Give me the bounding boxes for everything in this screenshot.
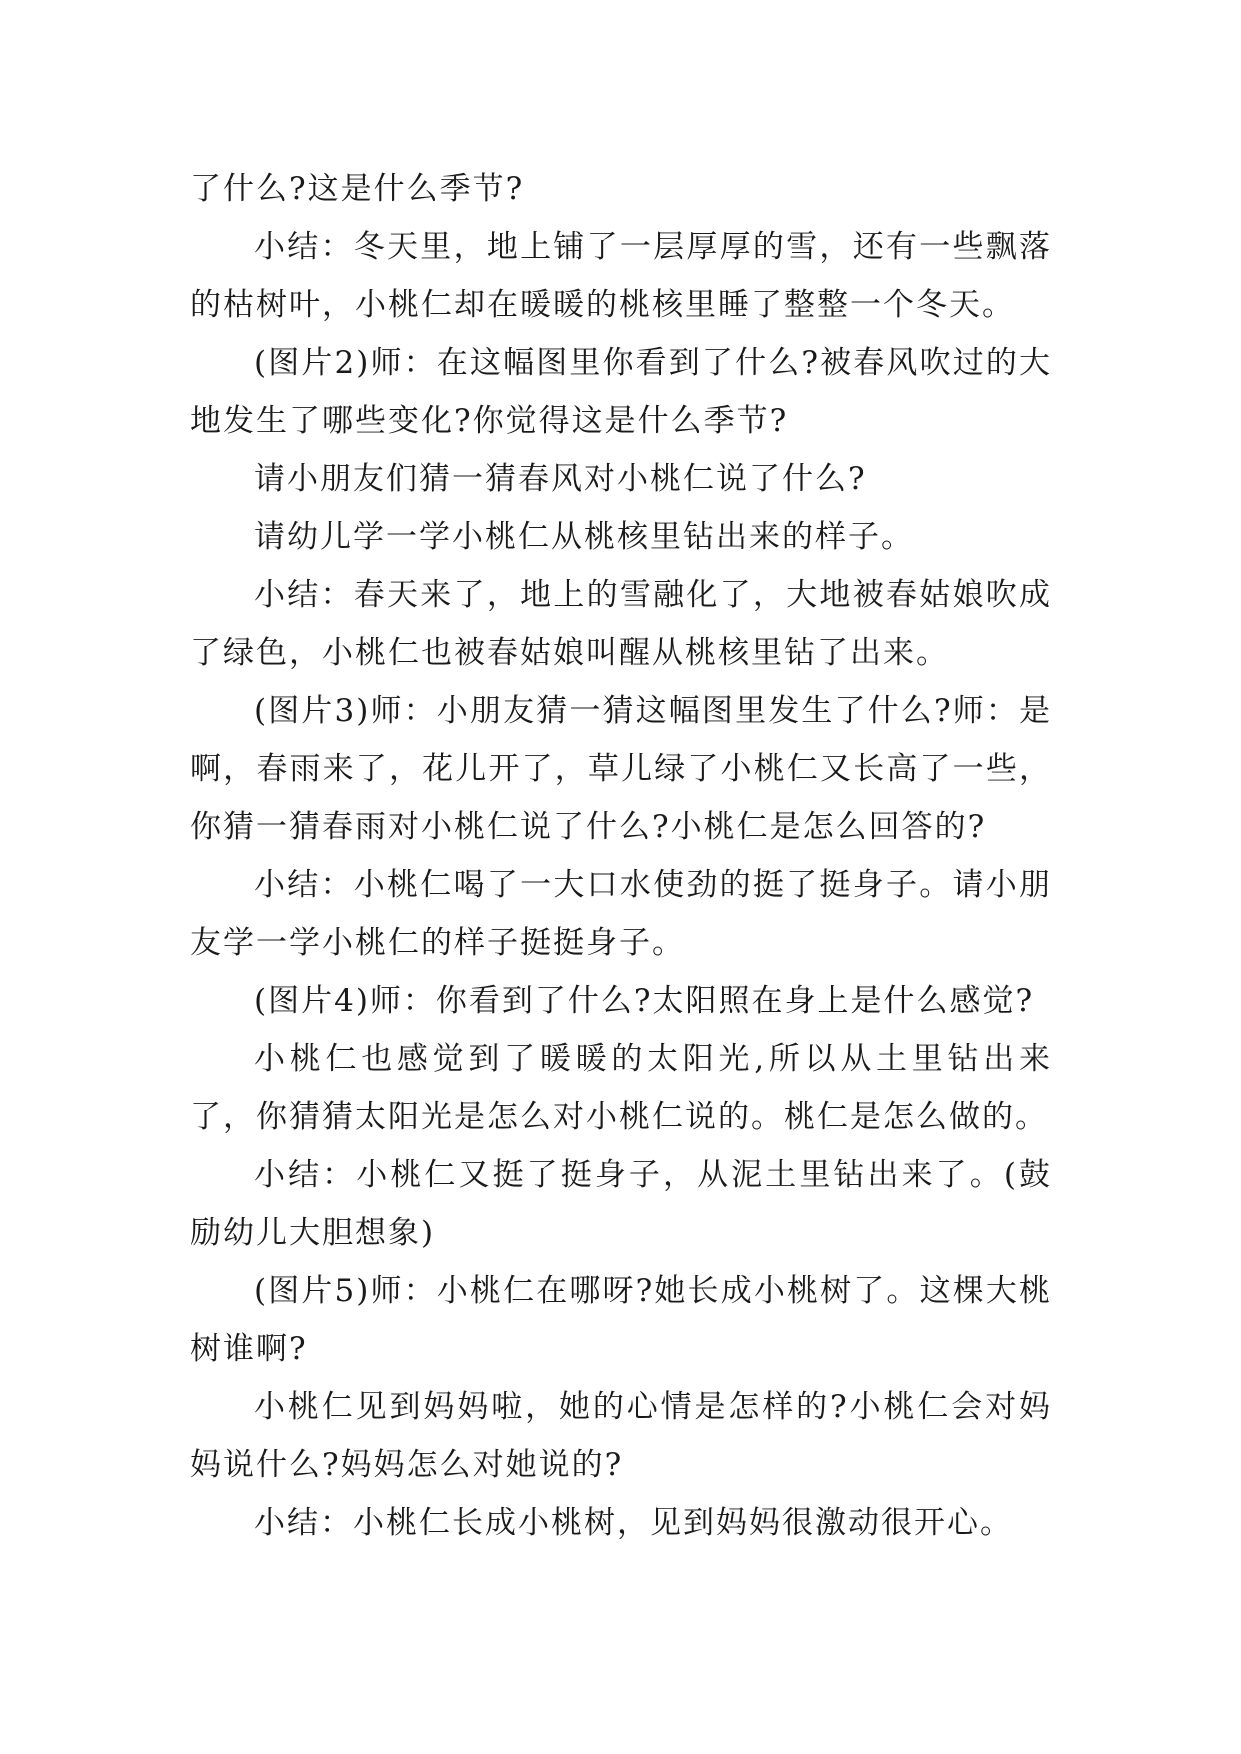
paragraph: 小结：小桃仁又挺了挺身子，从泥土里钻出来了。(鼓励幼儿大胆想象) [190,1157,1052,1251]
paragraph: 小结：小桃仁长成小桃树，见到妈妈很激动很开心。 [254,1505,1013,1541]
paragraph: 小结：小桃仁喝了一大口水使劲的挺了挺身子。请小朋友学一学小桃仁的样子挺挺身子。 [190,867,1052,961]
paragraph: (图片3)师：小朋友猜一猜这幅图里发生了什么?师：是啊，春雨来了，花儿开了，草儿绿了小桃仁又长高了一些，你猜一猜春雨对小桃仁说了什么?小桃仁是怎么回答的? [190,693,1052,845]
paragraph: (图片5)师：小桃仁在哪呀?她长成小桃树了。这棵大桃树谁啊? [190,1273,1052,1367]
paragraph: 小桃仁也感觉到了暖暖的太阳光,所以从土里钻出来了，你猜猜太阳光是怎么对小桃仁说的。桃仁是怎么做的。 [190,1041,1052,1135]
paragraph: 请小朋友们猜一猜春风对小桃仁说了什么? [254,461,867,497]
paragraph: 小结：冬天里，地上铺了一层厚厚的雪，还有一些飘落的枯树叶，小桃仁却在暖暖的桃核里睡了整整一个冬天。 [190,229,1052,323]
paragraph: 请幼儿学一学小桃仁从桃核里钻出来的样子。 [254,519,914,555]
paragraph: 了什么?这是什么季节? [190,171,525,207]
document-body [190,160,1052,1552]
paragraph: 小结：春天来了，地上的雪融化了，大地被春姑娘吹成了绿色，小桃仁也被春姑娘叫醒从桃核里钻了出来。 [190,577,1052,671]
paragraph: 小桃仁见到妈妈啦，她的心情是怎样的?小桃仁会对妈妈说什么?妈妈怎么对她说的? [190,1389,1052,1483]
paragraph: (图片2)师：在这幅图里你看到了什么?被春风吹过的大地发生了哪些变化?你觉得这是什么季节? [190,345,1052,439]
paragraph: (图片4)师：你看到了什么?太阳照在身上是什么感觉? [254,983,1035,1019]
